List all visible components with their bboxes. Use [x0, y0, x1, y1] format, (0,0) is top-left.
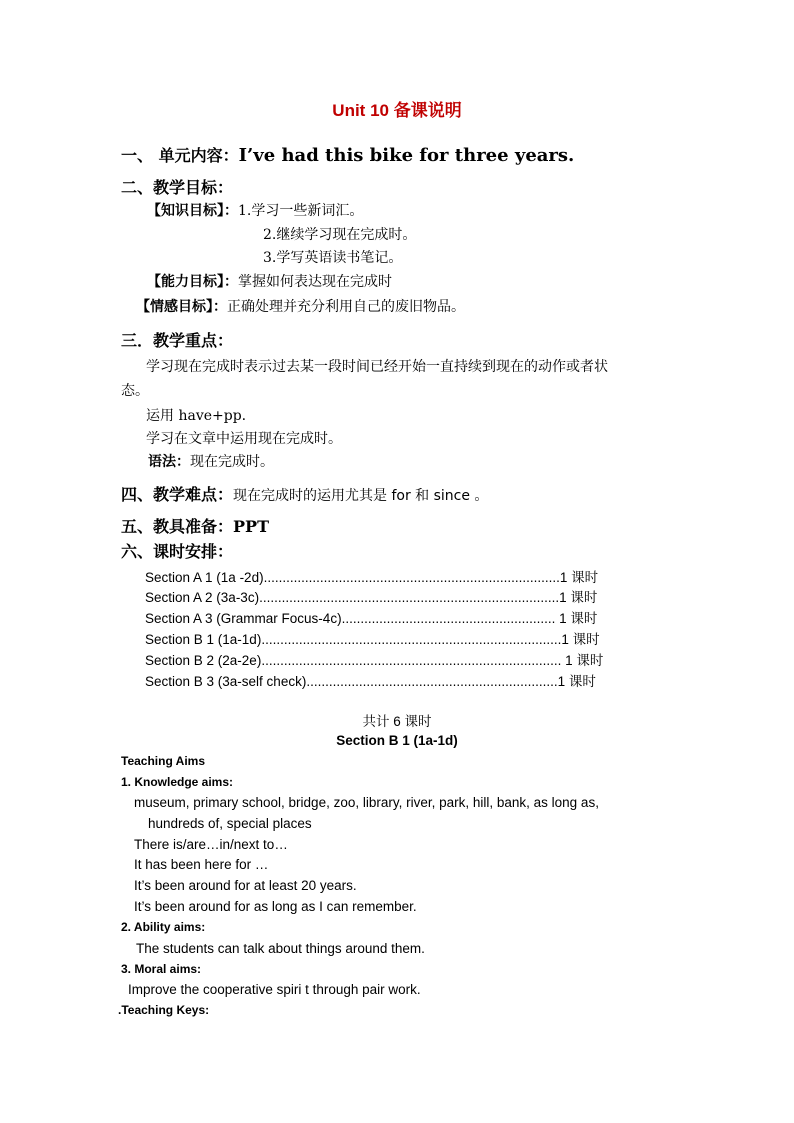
ability-goal — [147, 271, 392, 291]
key-points-heading: 三．教学重点： — [121, 331, 234, 350]
schedule-row — [145, 566, 598, 586]
grammar-text: 现在完成时。 — [190, 454, 274, 470]
knowledge-item-2: 2.继续学习现在完成时。 — [263, 227, 417, 243]
schedule-row-label: Section A 2 (3a-3c) — [145, 590, 260, 605]
teaching-aims-heading: Teaching Aims — [121, 754, 206, 768]
knowledge-aims-heading: 1. Knowledge aims: — [121, 775, 234, 789]
tools-line — [121, 514, 269, 537]
emotion-goal-text: 正确处理并充分利用自己的废旧物品。 — [227, 299, 465, 315]
moral-aims-heading: 3. Moral aims: — [121, 962, 202, 976]
goals-heading: 二、教学目标： — [121, 178, 234, 197]
ability-aims-heading: 2. Ability aims: — [121, 920, 206, 934]
schedule-row-hours: 1 课时 — [559, 570, 599, 585]
teaching-keys-heading: .Teaching Keys: — [118, 1003, 210, 1017]
schedule-row-label: Section A 1 (1a -2d) — [145, 570, 264, 585]
unit-content-text: I’ve had this bike for three years. — [238, 145, 575, 166]
schedule-row-dots: ................................................................................ — [261, 653, 562, 668]
emotion-goal — [136, 296, 465, 316]
schedule-row-hours: 1 课时 — [561, 653, 604, 668]
schedule-row-label: Section B 1 (1a-1d) — [145, 632, 262, 647]
schedule-heading: 六、课时安排： — [121, 542, 234, 561]
schedule-row — [145, 628, 600, 648]
schedule-row — [145, 607, 597, 627]
tools-text: PPT — [233, 517, 269, 536]
schedule-row — [145, 649, 603, 669]
schedule-row-dots: ................................................................... — [306, 674, 558, 689]
knowledge-item-3: 3.学写英语读书笔记。 — [263, 250, 403, 266]
unit-content-line — [121, 143, 574, 166]
schedule-row-dots: ................................................................................ — [259, 590, 560, 605]
key-points-line-1: 学习现在完成时表示过去某一段时间已经开始一直持续到现在的动作或者状 — [146, 359, 608, 375]
tools-heading: 五、教具准备： — [121, 517, 234, 536]
difficulty-text: 现在完成时的运用尤其是 for 和 since 。 — [233, 488, 489, 504]
ability-aims-text: The students can talk about things around them. — [136, 941, 425, 956]
knowledge-aims-line: It’s been around for as long as I can remember. — [134, 899, 417, 914]
ability-goal-text: 掌握如何表达现在完成时 — [238, 274, 392, 290]
knowledge-goal — [147, 200, 363, 220]
schedule-row-dots: ......................................................... — [341, 611, 556, 626]
ability-goal-label: 【能力目标】： — [147, 274, 238, 290]
schedule-row-label: Section B 3 (3a-self check) — [145, 674, 307, 689]
unit-content-prefix: 一、 单元内容： — [121, 146, 239, 165]
knowledge-aims-line: It has been here for … — [134, 857, 269, 872]
key-points-line-3: 运用 have+pp. — [146, 408, 247, 424]
knowledge-aims-line: museum, primary school, bridge, zoo, library, river, park, hill, bank, as long as, — [134, 795, 599, 810]
schedule-row — [145, 586, 597, 606]
schedule-row-hours: 1 课时 — [555, 611, 598, 626]
key-points-line-2: 态。 — [121, 383, 149, 399]
knowledge-aims-line: It’s been around for at least 20 years. — [134, 878, 357, 893]
knowledge-aims-line: There is/are…in/next to… — [134, 837, 288, 852]
moral-aims-text: Improve the cooperative spiri t through pair work. — [128, 982, 421, 997]
knowledge-item-1: 1.学习一些新词汇。 — [238, 203, 364, 219]
knowledge-goal-label: 【知识目标】： — [147, 203, 238, 219]
schedule-row-hours: 1 课时 — [557, 674, 596, 689]
schedule-row-dots: ............................................................................... — [263, 570, 560, 585]
difficulty-line — [121, 482, 488, 505]
schedule-row-label: Section A 3 (Grammar Focus-4c) — [145, 611, 342, 626]
difficulty-heading: 四、教学难点： — [121, 485, 234, 504]
section-title: Section B 1 (1a-1d) — [336, 733, 458, 748]
schedule-row-hours: 1 课时 — [559, 590, 598, 605]
schedule-row — [145, 670, 596, 690]
grammar-label: 语法： — [148, 454, 190, 470]
knowledge-aims-line: hundreds of, special places — [148, 816, 312, 831]
page-title: Unit 10 备课说明 — [332, 101, 462, 120]
grammar-line — [148, 451, 274, 471]
emotion-goal-label: 【情感目标】： — [136, 299, 227, 315]
schedule-row-hours: 1 课时 — [561, 632, 600, 647]
key-points-line-4: 学习在文章中运用现在完成时。 — [146, 431, 342, 447]
schedule-row-label: Section B 2 (2a-2e) — [145, 653, 262, 668]
schedule-total: 共计 6 课时 — [362, 714, 432, 729]
schedule-row-dots: ................................................................................ — [261, 632, 562, 647]
